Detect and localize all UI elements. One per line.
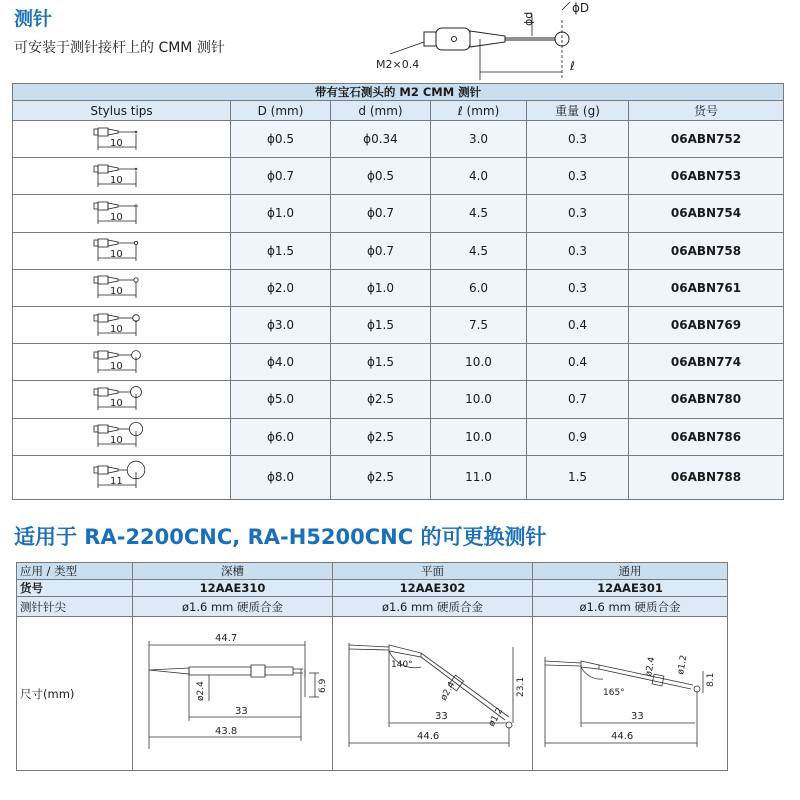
cell-l: 7.5 (431, 306, 527, 343)
cell-weight: 0.9 (527, 418, 629, 455)
stylus-tip-icon (92, 196, 152, 228)
cell-D: ϕ0.7 (231, 158, 331, 195)
cell-l: 11.0 (431, 455, 527, 499)
cell-weight: 0.3 (527, 121, 629, 158)
col-header-d: d (mm) (331, 101, 431, 121)
cell-d: ϕ2.5 (331, 381, 431, 418)
cell-weight: 0.4 (527, 344, 629, 381)
dim-len: 33 (435, 711, 448, 722)
stylus-tip-drawing-cell (13, 232, 231, 269)
cell-weight: 0.3 (527, 158, 629, 195)
stylus-dim-label: 10 (109, 435, 123, 447)
cell-weight: 0.3 (527, 195, 629, 232)
cell-D: ϕ5.0 (231, 381, 331, 418)
cell-d: ϕ2.5 (331, 455, 431, 499)
dimension-drawing-cell (133, 617, 333, 771)
cell-weight: 0.4 (527, 306, 629, 343)
stylus-dim-label: 10 (109, 211, 123, 223)
col-header-tips: Stylus tips (13, 101, 231, 121)
dim-d1: ø2.4 (196, 681, 206, 701)
col-header-D: D (mm) (231, 101, 331, 121)
cell-D: ϕ2.0 (231, 269, 331, 306)
stylus-tip-icon (92, 159, 152, 191)
cell-code: 06ABN761 (629, 269, 784, 306)
dimension-drawing-cell (533, 617, 728, 771)
cell-l: 4.5 (431, 232, 527, 269)
row-label-tip: 测针针尖 (17, 597, 133, 617)
cell-weight: 0.3 (527, 269, 629, 306)
stylus-tip-drawing-cell (13, 121, 231, 158)
dim-overall: 44.6 (611, 731, 634, 742)
type-cell: 深槽 (133, 563, 333, 580)
table-row (13, 418, 784, 455)
row-label-code: 货号 (17, 580, 133, 597)
col-header-code: 货号 (629, 101, 784, 121)
cell-code: 06ABN780 (629, 381, 784, 418)
dim-len: 33 (235, 706, 248, 717)
cell-d: ϕ1.5 (331, 344, 431, 381)
cell-D: ϕ4.0 (231, 344, 331, 381)
table-row (13, 269, 784, 306)
cell-d: ϕ0.7 (331, 195, 431, 232)
deep-groove-stylus-drawing (133, 617, 333, 767)
cell-code: 06ABN788 (629, 455, 784, 499)
code-cell: 12AAE301 (533, 580, 728, 597)
type-cell: 平面 (333, 563, 533, 580)
stylus-tip-icon (92, 419, 152, 451)
stylus-dim-label: 10 (109, 249, 123, 261)
stylus-tip-drawing-cell (13, 306, 231, 343)
type-cell: 通用 (533, 563, 728, 580)
stylus-tip-icon (92, 382, 152, 414)
stylus-dim-label: 10 (109, 323, 123, 335)
tip-cell: ø1.6 mm 硬质合金 (533, 597, 728, 617)
cell-l: 10.0 (431, 381, 527, 418)
cell-d: ϕ1.5 (331, 306, 431, 343)
stylus-tip-icon (92, 308, 152, 340)
table-row (13, 455, 784, 499)
stylus-tip-drawing-cell (13, 269, 231, 306)
dim-h: 6.9 (318, 678, 328, 693)
diagram-l-label: ℓ (570, 59, 575, 73)
stylus-tip-drawing-cell (13, 381, 231, 418)
cell-weight: 0.3 (527, 232, 629, 269)
row-label-dimensions: 尺寸(mm) (17, 617, 133, 771)
section-title: 适用于 RA-2200CNC, RA-H5200CNC 的可更换测针 (14, 525, 547, 549)
stylus-diagram (360, 0, 600, 80)
cell-l: 3.0 (431, 121, 527, 158)
stylus-tip-drawing-cell (13, 158, 231, 195)
dim-d2: ø1.2 (676, 654, 690, 676)
table-row (13, 195, 784, 232)
dim-overall: 43.8 (215, 726, 238, 737)
cell-code: 06ABN774 (629, 344, 784, 381)
cell-D: ϕ0.5 (231, 121, 331, 158)
universal-stylus-drawing (533, 617, 728, 767)
stylus-dim-label: 10 (109, 360, 123, 372)
table-row (13, 344, 784, 381)
stylus-table (12, 83, 784, 500)
cell-d: ϕ0.5 (331, 158, 431, 195)
stylus-tip-drawing-cell (13, 195, 231, 232)
dim-h: 8.1 (706, 672, 716, 687)
table-row (13, 232, 784, 269)
dim-d2: ø1.2 (486, 706, 506, 729)
diagram-D-label: ϕD (572, 1, 590, 15)
dim-angle: 165° (603, 688, 625, 698)
stylus-dim-label: 10 (109, 286, 123, 298)
stylus-dim-label: 10 (109, 174, 123, 186)
cell-D: ϕ1.5 (231, 232, 331, 269)
stylus-tip-icon (92, 233, 152, 265)
cell-code: 06ABN758 (629, 232, 784, 269)
col-header-weight: 重量 (g) (527, 101, 629, 121)
cell-d: ϕ0.7 (331, 232, 431, 269)
dim-d1: ø2.4 (644, 656, 658, 678)
cell-D: ϕ8.0 (231, 455, 331, 499)
cell-l: 6.0 (431, 269, 527, 306)
dim-h: 23.1 (516, 676, 526, 697)
page-subtitle: 可安装于测针接杆上的 CMM 测针 (14, 40, 225, 56)
dim-overall: 44.6 (417, 731, 440, 742)
cell-d: ϕ2.5 (331, 418, 431, 455)
stylus-tip-drawing-cell (13, 418, 231, 455)
cell-l: 4.0 (431, 158, 527, 195)
code-cell: 12AAE310 (133, 580, 333, 597)
cell-D: ϕ6.0 (231, 418, 331, 455)
stylus-tip-icon (92, 345, 152, 377)
table-row (13, 306, 784, 343)
stylus-tip-icon (92, 270, 152, 302)
cell-code: 06ABN752 (629, 121, 784, 158)
flat-stylus-drawing (333, 617, 533, 767)
table-row (13, 158, 784, 195)
col-header-l: ℓ (mm) (431, 101, 527, 121)
cell-D: ϕ3.0 (231, 306, 331, 343)
table-caption: 带有宝石测头的 M2 CMM 测针 (13, 84, 784, 101)
stylus-dim-label: 10 (109, 397, 123, 409)
cell-l: 10.0 (431, 418, 527, 455)
page-title: 测针 (14, 8, 53, 30)
code-cell: 12AAE302 (333, 580, 533, 597)
cell-weight: 0.7 (527, 381, 629, 418)
stylus-tip-drawing-cell (13, 344, 231, 381)
cell-code: 06ABN786 (629, 418, 784, 455)
cell-d: ϕ1.0 (331, 269, 431, 306)
stylus-dim-label: 11 (109, 475, 123, 487)
dim-len: 33 (631, 711, 644, 722)
diagram-thread-label: M2×0.4 (376, 58, 420, 71)
dim-angle: 140° (391, 660, 413, 670)
table-row (13, 121, 784, 158)
cell-code: 06ABN753 (629, 158, 784, 195)
dim-d1: ø2.4 (438, 680, 458, 703)
replaceable-stylus-table (16, 562, 728, 771)
cell-code: 06ABN769 (629, 306, 784, 343)
stylus-tip-icon (92, 460, 152, 492)
tip-cell: ø1.6 mm 硬质合金 (133, 597, 333, 617)
cell-weight: 1.5 (527, 455, 629, 499)
cell-d: ϕ0.34 (331, 121, 431, 158)
stylus-tip-icon (92, 122, 152, 154)
row-label-type: 应用 / 类型 (17, 563, 133, 580)
dimension-drawing-cell (333, 617, 533, 771)
table-row (13, 381, 784, 418)
tip-cell: ø1.6 mm 硬质合金 (333, 597, 533, 617)
cell-code: 06ABN754 (629, 195, 784, 232)
stylus-dim-label: 10 (109, 137, 123, 149)
cell-l: 4.5 (431, 195, 527, 232)
cell-D: ϕ1.0 (231, 195, 331, 232)
diagram-d-label: ϕd (522, 11, 535, 26)
dim-total: 44.7 (215, 633, 238, 644)
cell-l: 10.0 (431, 344, 527, 381)
stylus-tip-drawing-cell (13, 455, 231, 499)
